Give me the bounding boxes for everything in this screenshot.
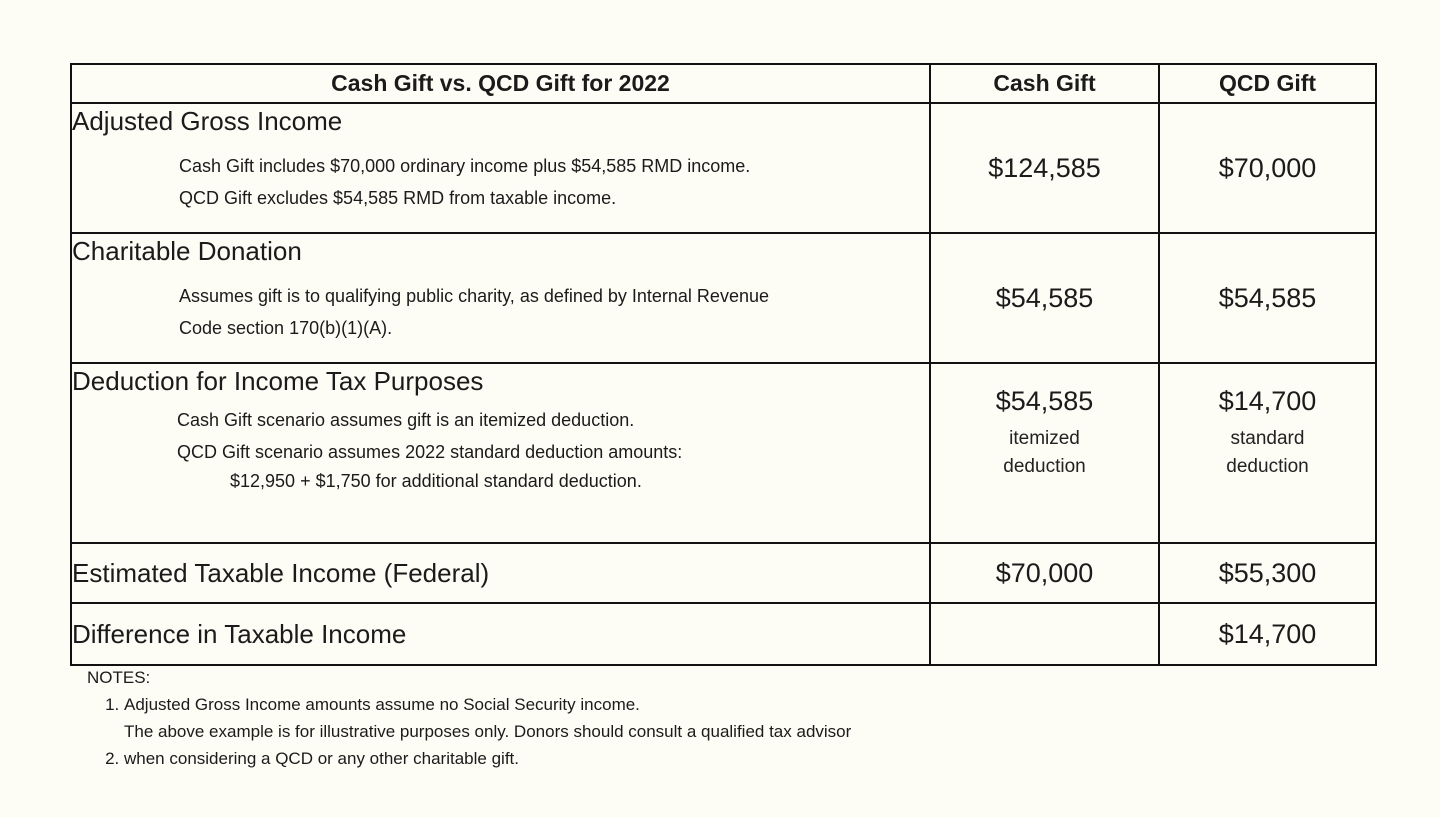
row-title: Adjusted Gross Income: [72, 106, 343, 136]
row-notes: [72, 280, 929, 344]
notes-list: [87, 691, 894, 772]
table-row-difference-in-taxable-income: [71, 603, 1376, 665]
cash-gift-value: [930, 603, 1159, 665]
cash-gift-value: $70,000: [930, 543, 1159, 603]
note-item: [124, 718, 894, 772]
row-label-cell: [71, 363, 930, 543]
row-label-cell: [71, 603, 930, 665]
notes-heading: NOTES:: [87, 668, 151, 687]
deduction-type-line: deduction: [1003, 456, 1086, 477]
row-note: Cash Gift scenario assumes gift is an itemized deduction.: [177, 410, 635, 430]
deduction-type-line: deduction: [1226, 456, 1309, 477]
row-label-cell: [71, 543, 930, 603]
comparison-table: [70, 63, 1377, 666]
row-note: $12,950 + $1,750 for additional standard deduction.: [230, 471, 642, 491]
qcd-gift-value: $55,300: [1159, 543, 1376, 603]
qcd-gift-value-cell: [1159, 363, 1376, 543]
row-title: Difference in Taxable Income: [72, 619, 407, 649]
cash-gift-value-cell: [930, 363, 1159, 543]
deduction-type-line: itemized: [1009, 428, 1080, 449]
cash-gift-column-header: Cash Gift: [930, 64, 1159, 103]
qcd-gift-value: $70,000: [1159, 103, 1376, 233]
row-title: Deduction for Income Tax Purposes: [72, 366, 484, 396]
table-row-adjusted-gross-income: [71, 103, 1376, 233]
row-title: Estimated Taxable Income (Federal): [72, 558, 490, 588]
cash-gift-deduction-type: [931, 425, 1158, 481]
footnotes: [87, 664, 894, 772]
table-title-header: Cash Gift vs. QCD Gift for 2022: [71, 64, 930, 103]
row-notes: [72, 404, 929, 494]
deduction-type-line: standard: [1230, 428, 1305, 449]
cash-gift-value: $54,585: [995, 386, 1094, 416]
row-title: Charitable Donation: [72, 236, 302, 266]
qcd-gift-deduction-type: [1160, 425, 1375, 481]
cash-gift-value: $54,585: [930, 233, 1159, 363]
note-item: 1. Adjusted Gross Income amounts assume no Social Security income.: [124, 691, 894, 718]
row-note: Cash Gift includes $70,000 ordinary income plus $54,585 RMD income.: [179, 156, 751, 176]
row-note: QCD Gift scenario assumes 2022 standard deduction amounts:: [177, 442, 683, 462]
row-label-cell: [71, 233, 930, 363]
qcd-gift-value: $14,700: [1218, 386, 1317, 416]
row-notes: [72, 150, 929, 214]
note-text: The above example is for illustrative purposes only. Donors should consult a qualified tax advisor when considering a QCD or any other charitable gift.: [124, 722, 852, 768]
row-note: Code section 170(b)(1)(A).: [179, 318, 393, 338]
row-label-cell: [71, 103, 930, 233]
table-row-deduction: [71, 363, 1376, 543]
row-note: Assumes gift is to qualifying public charity, as defined by Internal Revenue: [179, 286, 769, 306]
qcd-gift-value: $14,700: [1159, 603, 1376, 665]
table-row-estimated-taxable-income: [71, 543, 1376, 603]
qcd-gift-column-header: QCD Gift: [1159, 64, 1376, 103]
table-header-row: [71, 64, 1376, 103]
qcd-gift-value: $54,585: [1159, 233, 1376, 363]
cash-gift-value: $124,585: [930, 103, 1159, 233]
table-row-charitable-donation: [71, 233, 1376, 363]
row-note: QCD Gift excludes $54,585 RMD from taxable income.: [179, 188, 617, 208]
